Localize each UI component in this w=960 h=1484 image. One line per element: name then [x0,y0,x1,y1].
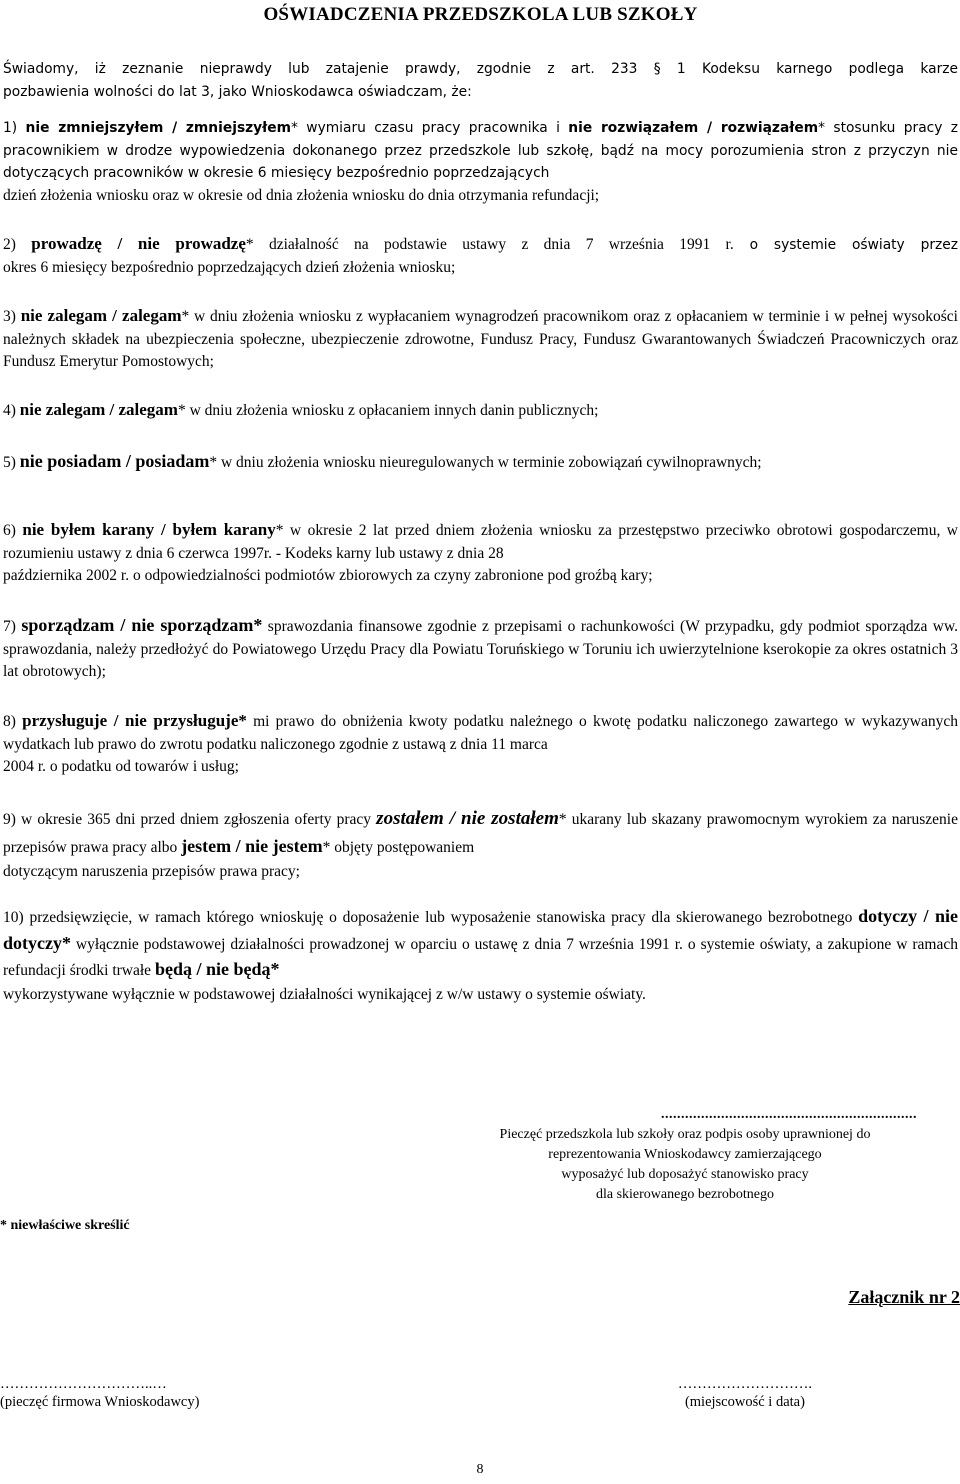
item-8-text-1: mi prawo do obniżenia kwoty podatku należnego o kwotę podatku naliczonego zawartego w wykazywanych wydatkach lub prawo do zwrotu podatku naliczonego zgodnie z ustawą z dnia 11 marca [3,713,959,753]
item-3-number: 3) [3,308,21,325]
item-8-text-2: 2004 r. o podatku od towarów i usług; [3,758,239,775]
item-2 [3,233,958,279]
item-3-text: * w dniu złożenia wniosku z wypłacaniem wynagrodzeń pracownikom oraz z opłacaniem w terminie i w pełnej wysokości należnych składek na ubezpieczenia społeczne, ubezpieczenie zdrowotne, Fundusz Pracy, Fundusz Gwarantowanych Świadczeń Pracowniczych oraz Fundusz Emerytur Pomostowych; [3,308,958,370]
document-title: OŚWIADCZENIA PRZEDSZKOLA LUB SZKOŁY [263,4,698,25]
item-9-text-2: * ukarany lub skazany prawomocnym wyrokiem za naruszenie przepisów prawa pracy albo [3,811,958,856]
item-9-option-b: jestem / nie jestem [181,836,323,856]
item-10-option-a: dotyczy / nie dotyczy* [3,906,958,953]
item-3 [3,305,958,374]
item-1-text-1: * wymiaru czasu pracy pracownika i [291,120,569,136]
item-6-text-2: października 2002 r. o odpowiedzialności podmiotów zbiorowych za czyny zabronione pod groźbą kary; [3,567,653,584]
stamp-dots: …………………………..… [0,1376,167,1392]
intro-line-2: pozbawienia wolności do lat 3, jako Wnioskodawca oświadczam, że: [3,83,472,100]
item-2-number: 2) [3,236,32,253]
item-1-option-b: nie rozwiązałem / rozwiązałem [568,120,819,136]
item-5-number: 5) [3,454,20,471]
item-6-option: nie byłem karany / byłem karany [22,520,276,539]
annex-label: Załącznik nr 2 [848,1287,960,1307]
item-7-number: 7) [3,618,22,635]
item-4-number: 4) [3,402,20,419]
item-5 [3,449,958,475]
item-6 [3,519,958,588]
item-8 [3,710,958,779]
intro-paragraph [3,58,958,103]
item-9 [3,805,958,884]
item-2-text-2: o systemie oświaty przez [733,237,958,253]
company-stamp-field [0,1375,199,1411]
item-8-number: 8) [3,713,23,730]
signature-block [445,1105,925,1205]
item-4-option: nie zalegam / zalegam [19,400,178,419]
document-page [3,0,959,1003]
item-2-text-1: * działalność na podstawie ustawy z dnia 7 września 1991 r. [245,236,734,253]
item-5-option: nie posiadam / posiadam [19,451,210,471]
item-7-text: sprawozdania finansowe zgodnie z przepisami o rachunkowości (W przypadku, gdy podmiot sporządza ww. sprawozdania, należy przedłożyć do Powiatowego Urzędu Pracy dla Powiatu Toruńskiego w Toruniu ich uwierzytelnione kserokopie za okres ostatnich 3 lat obrotowych); [3,618,959,680]
item-1 [3,117,958,207]
intro-line-1: Świadomy, iż zeznanie nieprawdy lub zatajenie prawdy, zgodnie z art. 233 § 1 Kodeksu karnego podlega karze [3,61,958,77]
footnote: * niewłaściwe skreślić [0,1218,130,1233]
item-10-option-b: będą / nie będą* [154,959,280,979]
item-9-text-1: 9) w okresie 365 dni przed dniem zgłoszenia oferty pracy [3,811,377,828]
item-10-text-2: wyłącznie podstawowej działalności prowadzonej w oparciu o ustawę z dnia 7 września 1991 r. o systemie oświaty, a zakupione w ramach refundacji środki trwałe [3,935,958,979]
item-2-text-3: okres 6 miesięcy bezpośrednio poprzedzających dzień złożenia wniosku; [3,258,456,276]
item-7-option: sporządzam / nie sporządzam* [21,615,263,635]
item-6-text-1: * w okresie 2 lat przed dniem złożenia wniosku za przestępstwo przeciwko obrotowi gospodarczemu, w rozumieniu ustawy z dnia 6 czerwca 1997r. - Kodeks karny lub ustawy z dnia 28 [3,522,958,562]
item-1-text-2: * stosunku pracy z pracownikiem w drodze wypowiedzenia dokonanego przez przedszkole lub szkołę, bądź na mocy porozumienia stron z przyczyn nie dotyczących pracowników w okresie 6 miesięcy bezpośrednio poprzedzających [3,120,958,181]
signature-caption-1: Pieczęć przedszkola lub szkoły oraz podpis osoby uprawnionej do [499,1127,871,1142]
signature-caption-2: reprezentowania Wnioskodawcy zamierzającego [548,1147,822,1162]
item-2-option: prowadzę / nie prowadzę [31,234,246,253]
signature-caption-3: wyposażyć lub doposażyć stanowisko pracy [561,1167,809,1182]
place-label: (miejscowość i data) [684,1394,805,1410]
stamp-label: (pieczęć firmowa Wnioskodawcy) [0,1394,200,1410]
item-10-text-1: 10) przedsięwzięcie, w ramach którego wnioskuję o doposażenie lub wyposażenie stanowiska pracy dla skierowanego bezrobotnego [3,909,859,926]
signature-caption-4: dla skierowanego bezrobotnego [595,1187,775,1202]
place-date-field [678,1375,812,1411]
item-9-text-3: * objęty postępowaniem [322,839,475,856]
item-3-option: nie zalegam / zalegam [20,306,182,325]
item-4 [3,399,958,423]
item-10 [3,904,958,1006]
item-7 [3,614,958,684]
item-4-text: * w dniu złożenia wniosku z opłacaniem innych danin publicznych; [177,402,599,419]
item-1-option-a: nie zmniejszyłem / zmniejszyłem [25,120,292,136]
signature-dots: ................................................................ [661,1107,917,1122]
item-9-text-4: dotyczącym naruszenia przepisów prawa pracy; [3,863,300,880]
item-1-number: 1) [3,120,26,136]
item-8-option: przysługuje / nie przysługuje* [22,711,247,730]
page-number: 8 [476,1462,484,1477]
item-5-text: * w dniu złożenia wniosku nieuregulowanych w terminie zobowiązań cywilnoprawnych; [209,454,762,471]
item-6-number: 6) [3,522,23,539]
place-dots: ………………………. [677,1376,812,1392]
item-10-text-3: wykorzystywane wyłącznie w podstawowej działalności wynikającej z w/w ustawy o systemie oświaty. [3,985,646,1003]
item-9-option-a: zostałem / nie zostałem [376,808,559,829]
item-1-text-3: dzień złożenia wniosku oraz w okresie od dnia złożenia wniosku do dnia otrzymania refundacji; [3,186,600,204]
